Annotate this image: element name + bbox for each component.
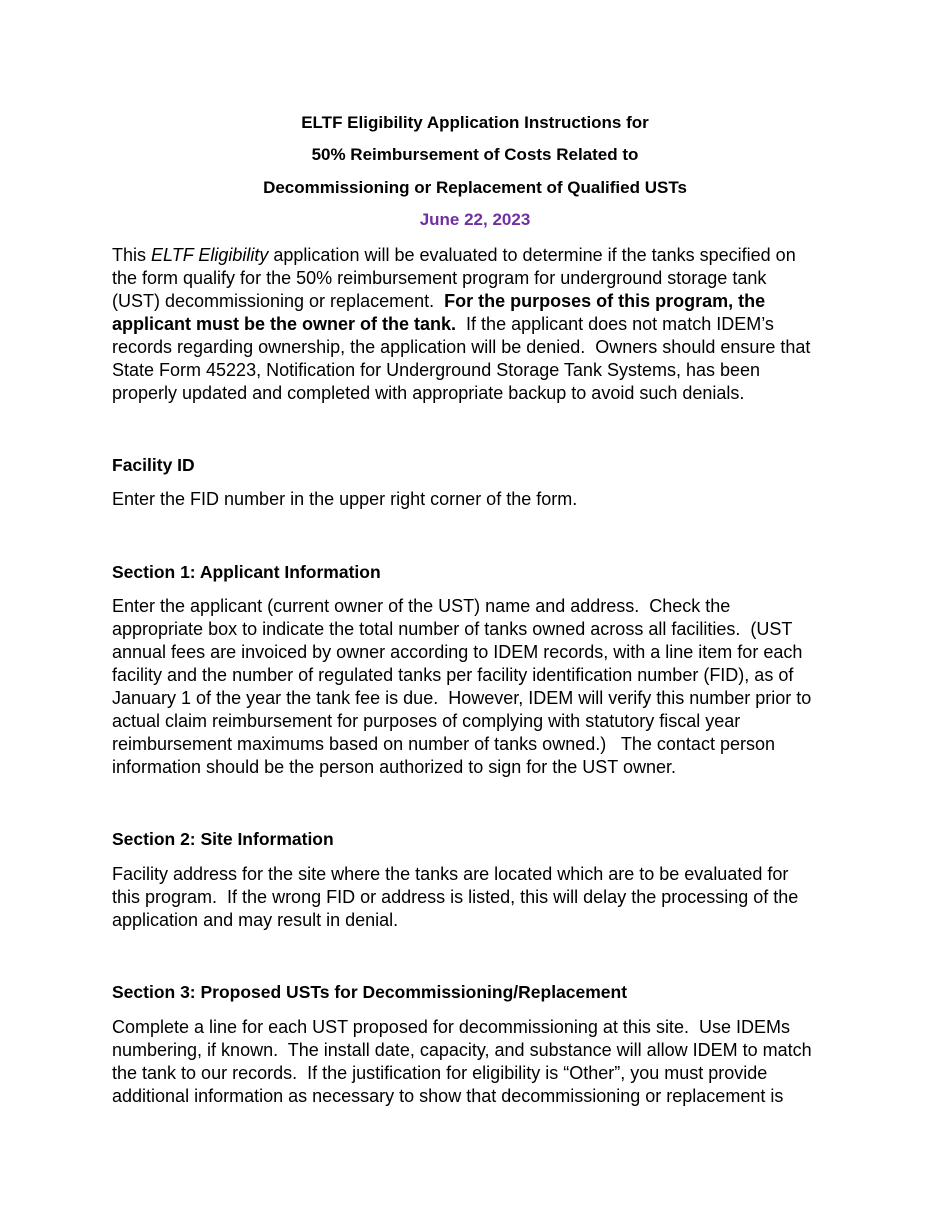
text-run: State Form 45223, Notification for Underground Storage Tank Systems, has been: [112, 360, 761, 380]
heading-section-2: Section 2: Site Information: [112, 829, 334, 849]
text-line: [112, 1062, 852, 1085]
text-line: [112, 1016, 852, 1039]
text-run: reimbursement maximums based on number of tanks owned.) The contact person: [112, 734, 775, 754]
section-3-paragraph: [112, 1016, 852, 1108]
heading-facility-id: Facility ID: [112, 455, 195, 475]
text-run: information should be the person authorized to sign for the UST owner.: [112, 757, 677, 777]
text-run: Enter the applicant (current owner of the UST) name and address. Check the: [112, 596, 731, 616]
text-line: [112, 290, 852, 313]
text-run: actual claim reimbursement for purposes of complying with statutory fiscal year: [112, 711, 741, 731]
facility-id-paragraph: [112, 488, 852, 511]
text-line: [112, 909, 852, 932]
text-line: [112, 710, 852, 733]
heading-section-3: Section 3: Proposed USTs for Decommissioning/Replacement: [112, 982, 628, 1002]
text-line: [112, 733, 852, 756]
text-run: If the applicant does not match IDEM’s: [456, 314, 774, 334]
intro-paragraph: [112, 244, 852, 405]
bold-text: applicant must be the owner of the tank.: [112, 314, 457, 334]
bold-text: For the purposes of this program, the: [444, 291, 766, 311]
text-line: [112, 886, 852, 909]
text-run: January 1 of the year the tank fee is due. However, IDEM will verify this number prior to: [112, 688, 812, 708]
text-run: application will be evaluated to determine if the tanks specified on: [268, 245, 796, 265]
text-line: [112, 618, 852, 641]
document-date: June 22, 2023: [419, 210, 531, 229]
text-run: this program. If the wrong FID or address is listed, this will delay the processing of the: [112, 887, 799, 907]
text-line: [112, 664, 852, 687]
text-line: [112, 359, 852, 382]
text-line: [112, 756, 852, 779]
section-1-paragraph: [112, 595, 852, 779]
text-line: [112, 687, 852, 710]
title-line-1: ELTF Eligibility Application Instructions for: [301, 113, 649, 132]
title-line-3: Decommissioning or Replacement of Qualified USTs: [263, 178, 687, 197]
text-line: [112, 488, 852, 511]
section-2-paragraph: [112, 863, 852, 932]
text-run: records regarding ownership, the application will be denied. Owners should ensure that: [112, 337, 811, 357]
text-line: [112, 1039, 852, 1062]
text-line: [112, 313, 852, 336]
italic-text: ELTF Eligibility: [151, 245, 269, 265]
text-line: [112, 382, 852, 405]
text-run: the form qualify for the 50% reimbursement program for underground storage tank: [112, 268, 767, 288]
text-line: [112, 595, 852, 618]
text-line: [112, 1085, 852, 1108]
text-run: numbering, if known. The install date, capacity, and substance will allow IDEM to match: [112, 1040, 812, 1060]
text-line: [112, 267, 852, 290]
text-run: Facility address for the site where the tanks are located which are to be evaluated for: [112, 864, 789, 884]
text-run: annual fees are invoiced by owner according to IDEM records, with a line item for each: [112, 642, 803, 662]
text-run: Enter the FID number in the upper right corner of the form.: [112, 489, 578, 509]
text-run: the tank to our records. If the justification for eligibility is “Other”, you must provide: [112, 1063, 768, 1083]
text-run: properly updated and completed with appropriate backup to avoid such denials.: [112, 383, 745, 403]
text-run: This: [112, 245, 152, 265]
text-run: application and may result in denial.: [112, 910, 399, 930]
text-line: [112, 244, 852, 267]
text-line: [112, 641, 852, 664]
text-run: Complete a line for each UST proposed for decommissioning at this site. Use IDEMs: [112, 1017, 790, 1037]
text-line: [112, 863, 852, 886]
text-run: facility and the number of regulated tanks per facility identification number (FID), as of: [112, 665, 794, 685]
text-run: appropriate box to indicate the total number of tanks owned across all facilities. (UST: [112, 619, 793, 639]
text-line: [112, 336, 852, 359]
title-line-2: 50% Reimbursement of Costs Related to: [311, 145, 639, 164]
text-run: additional information as necessary to show that decommissioning or replacement is: [112, 1086, 784, 1106]
text-run: (UST) decommissioning or replacement.: [112, 291, 445, 311]
heading-section-1: Section 1: Applicant Information: [112, 562, 381, 582]
